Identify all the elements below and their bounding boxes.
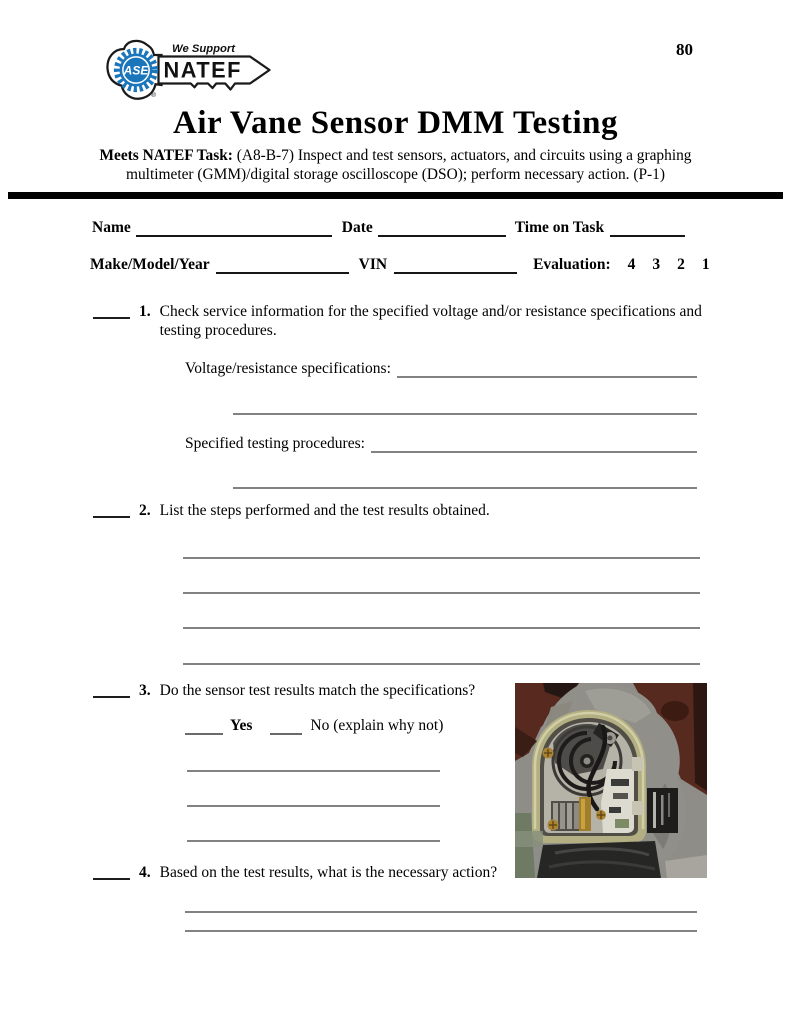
voltage-spec-blank-2	[233, 411, 697, 415]
resistor-bar-3	[567, 803, 572, 829]
make-model-year-blank	[216, 258, 349, 274]
question-1	[93, 303, 715, 340]
voltage-spec-row	[185, 359, 697, 378]
question-1-text: Check service information for the specified voltage and/or resistance specifications and testing procedures.	[159, 303, 702, 339]
voltage-spec-blank	[397, 362, 697, 378]
question-2-text: List the steps performed and the test results obtained.	[159, 502, 490, 519]
circuit-slot-3	[609, 807, 621, 813]
air-vane-sensor-photo	[515, 683, 707, 878]
resistor-bar-4	[574, 803, 579, 829]
voltage-spec-label: Voltage/resistance specifications:	[185, 360, 391, 377]
question-3-answer-line-1	[187, 768, 440, 772]
registered-mark: ®	[151, 92, 156, 99]
question-2-answer-line-2	[183, 590, 700, 594]
spring-hub-screw	[584, 758, 591, 765]
question-3-answer-line-2	[187, 803, 440, 807]
yes-blank	[185, 719, 223, 735]
vin-label: VIN	[358, 256, 388, 273]
circuit-slot-1	[611, 779, 629, 786]
ase-text: ASE	[123, 63, 149, 78]
vin-blank	[394, 258, 517, 274]
task-text-line1: (A8-B-7) Inspect and test sensors, actuators, and circuits using a graphing	[236, 147, 692, 164]
question-2-answer-line-1	[183, 555, 700, 559]
name-date-row	[92, 218, 685, 237]
evaluation-score-4: 4	[627, 256, 636, 273]
natef-task-statement	[70, 147, 721, 185]
vehicle-row	[90, 255, 710, 274]
question-3-number: 3.	[139, 682, 151, 699]
evaluation-label: Evaluation:	[533, 256, 611, 273]
make-model-year-label: Make/Model/Year	[90, 256, 210, 273]
label-text-line-1	[653, 792, 656, 828]
air-vane-sensor-photo-graphic	[515, 683, 707, 878]
testing-procedures-blank-2	[233, 485, 697, 489]
photo-bg-dark-right	[693, 683, 707, 791]
circuit-slot-2	[613, 793, 628, 799]
dome-tab-1	[632, 757, 643, 771]
natef-key-logo-graphic	[103, 37, 283, 102]
question-2	[93, 502, 715, 521]
name-label: Name	[92, 219, 131, 236]
page-title: Air Vane Sensor DMM Testing	[172, 105, 618, 141]
question-4-number: 4.	[139, 864, 151, 881]
name-blank	[136, 221, 332, 237]
question-4-text: Based on the test results, what is the necessary action?	[159, 864, 498, 881]
question-3-check-blank	[93, 682, 130, 698]
evaluation-score-3: 3	[652, 256, 661, 273]
testing-procedures-row	[185, 434, 697, 453]
natef-logo	[103, 37, 283, 103]
label-text-line-3	[668, 793, 670, 817]
green-component	[615, 819, 629, 828]
top-screw-slot	[608, 736, 613, 741]
date-label: Date	[341, 219, 373, 236]
question-2-answer-line-4	[183, 661, 700, 665]
evaluation-score-2: 2	[677, 256, 685, 273]
dome-tab-2	[632, 801, 643, 815]
no-blank	[270, 719, 302, 735]
date-blank	[378, 221, 506, 237]
natef-text: NATEF	[163, 57, 242, 83]
intake-duct	[537, 841, 661, 878]
header-divider	[8, 192, 783, 199]
question-3-text: Do the sensor test results match the specifications?	[159, 682, 476, 699]
yes-label: Yes	[230, 717, 253, 734]
time-on-task-blank	[610, 221, 685, 237]
question-2-answer-line-3	[183, 625, 700, 629]
we-support-text: We Support	[172, 43, 235, 55]
yes-no-row	[185, 716, 443, 735]
evaluation-score-1: 1	[701, 256, 710, 273]
resistor-bar-2	[560, 803, 565, 829]
question-4-answer-line-2	[185, 928, 697, 932]
question-3	[93, 682, 580, 701]
question-2-number: 2.	[139, 502, 151, 519]
task-text-line2: multimeter (GMM)/digital storage oscilloscope (DSO); perform necessary action. (P-1)	[126, 165, 665, 183]
time-on-task-label: Time on Task	[514, 219, 605, 236]
question-4-check-blank	[93, 864, 130, 880]
photo-bg-blob	[661, 701, 689, 721]
testing-procedures-blank	[371, 437, 697, 453]
photo-bg-green-ledge	[515, 831, 543, 847]
question-4-answer-line-1	[185, 909, 697, 913]
page-number: 80	[676, 40, 693, 59]
question-3-answer-line-3	[187, 838, 440, 842]
question-1-check-blank	[93, 303, 130, 319]
question-1-number: 1.	[139, 303, 151, 320]
question-2-check-blank	[93, 502, 130, 518]
label-text-line-2	[661, 795, 664, 825]
no-label: No (explain why not)	[310, 717, 444, 734]
testing-procedures-label: Specified testing procedures:	[185, 435, 365, 452]
task-label: Meets NATEF Task:	[99, 147, 233, 164]
brass-contact-highlight	[581, 799, 585, 829]
